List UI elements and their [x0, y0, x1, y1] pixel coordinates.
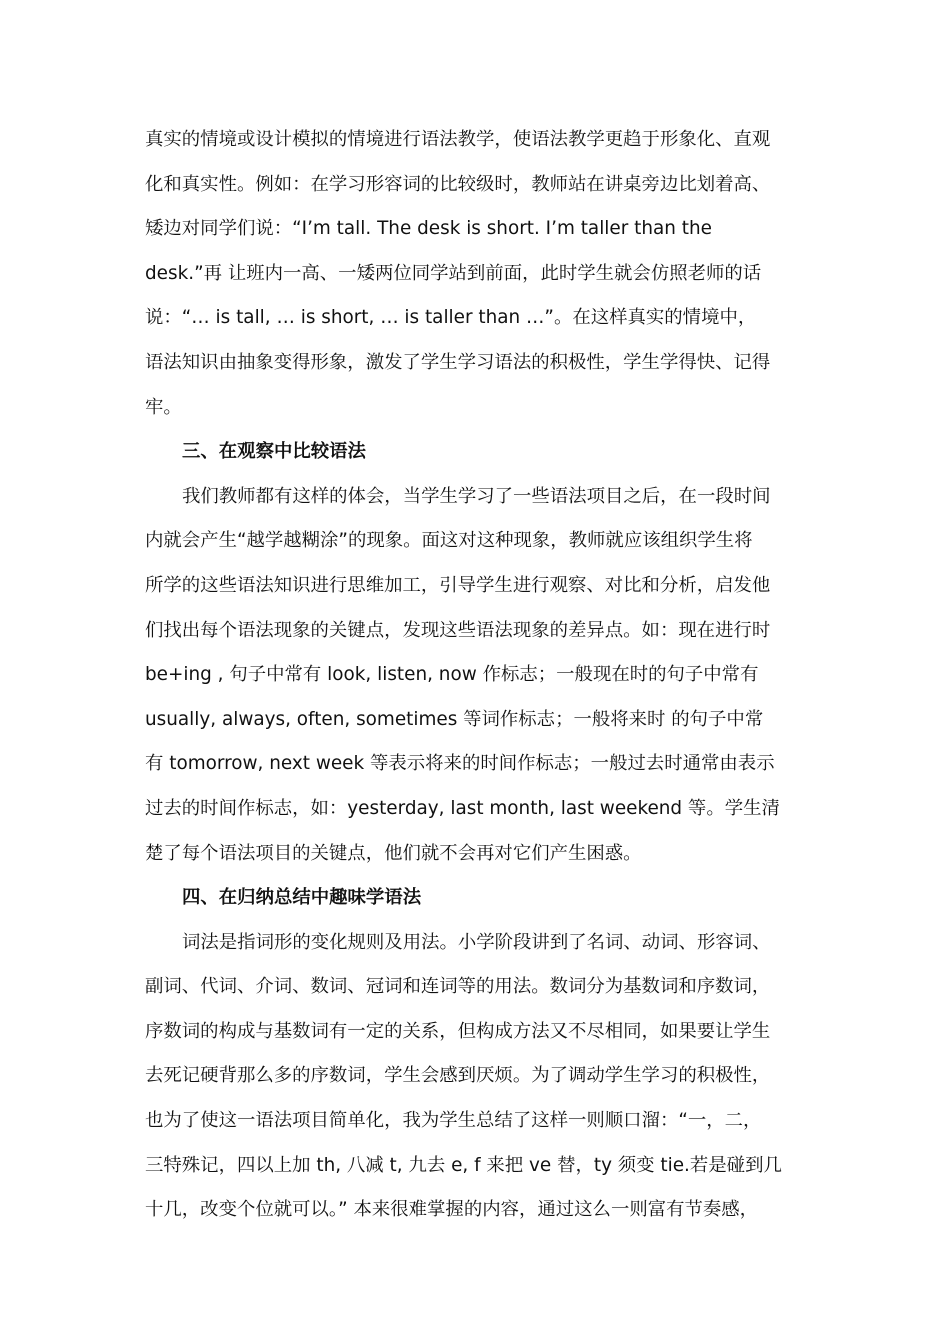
text-line: be+ing , 句子中常有 look, listen, now 作标志；一般现在时的句子中常有 — [145, 664, 759, 686]
text-line: 词法是指词形的变化规则及用法。小学阶段讲到了名词、动词、形容词、 — [182, 931, 771, 953]
text-line: 牢。 — [145, 396, 182, 418]
section-heading-4: 四、在归纳总结中趣味学语法 — [182, 887, 422, 909]
text-line: 十几，改变个位就可以。” 本来很难掌握的内容，通过这么一则富有节奏感， — [145, 1199, 759, 1221]
text-line: 序数词的构成与基数词有一定的关系，但构成方法又不尽相同，如果要让学生 — [145, 1020, 771, 1042]
text-line: 楚了每个语法项目的关键点，他们就不会再对它们产生困惑。 — [145, 842, 642, 864]
text-line: 所学的这些语法知识进行思维加工，引导学生进行观察、对比和分析，启发他 — [145, 574, 771, 596]
text-line: 去死记硬背那么多的序数词，学生会感到厌烦。为了调动学生学习的积极性， — [145, 1065, 771, 1087]
text-line: 语法知识由抽象变得形象，激发了学生学习语法的积极性，学生学得快、记得 — [145, 351, 771, 373]
text-line: 也为了使这一语法项目简单化，我为学生总结了这样一则顺口溜：“一，二， — [145, 1110, 762, 1132]
text-line: desk.”再 让班内一高、一矮两位同学站到前面，此时学生就会仿照老师的话 — [145, 262, 762, 284]
document-body — [145, 118, 807, 1233]
text-line: 内就会产生“越学越糊涂”的现象。面这对这种现象，教师就应该组织学生将 — [145, 530, 753, 552]
text-line: 三特殊记，四以上加 th, 八减 t, 九去 e, f 来把 ve 替，ty 须变 tie.若是碰到几 — [145, 1154, 782, 1176]
text-line: 们找出每个语法现象的关键点，发现这些语法现象的差异点。如：现在进行时 — [145, 619, 771, 641]
text-line: usually, always, often, sometimes 等词作标志；一般将来时 的句子中常 — [145, 708, 764, 730]
text-line: 过去的时间作标志，如：yesterday, last month, last weekend 等。学生清 — [145, 797, 780, 819]
section-heading-3: 三、在观察中比较语法 — [182, 441, 366, 463]
text-line: 说：“… is tall, … is short, … is taller than …”。在这样真实的情境中， — [145, 307, 757, 329]
text-line: 副词、代词、介词、数词、冠词和连词等的用法。数词分为基数词和序数词， — [145, 976, 771, 998]
text-line: 我们教师都有这样的体会，当学生学习了一些语法项目之后，在一段时间 — [182, 485, 771, 507]
text-line: 矮边对同学们说：“I’m tall. The desk is short. I’m taller than the — [145, 218, 712, 240]
text-line: 化和真实性。例如：在学习形容词的比较级时，教师站在讲桌旁边比划着高、 — [145, 173, 771, 195]
text-line: 真实的情境或设计模拟的情境进行语法教学，使语法教学更趋于形象化、直观 — [145, 129, 771, 150]
text-line: 有 tomorrow, next week 等表示将来的时间作标志；一般过去时通常由表示 — [145, 753, 775, 775]
